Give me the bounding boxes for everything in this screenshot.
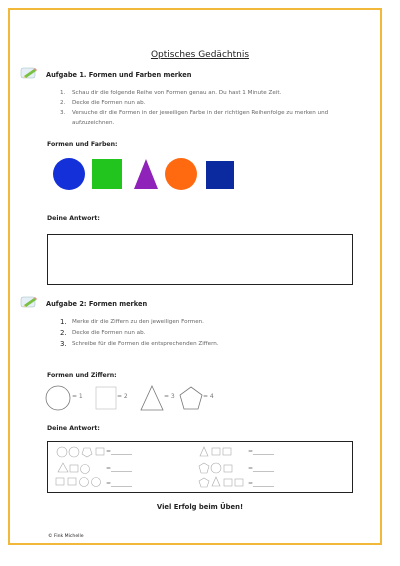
task2-step: 3. Schreibe für die Formen die entsprechenden Ziffern.: [60, 340, 219, 348]
legend-eq-circle: = 1: [72, 393, 83, 400]
legend-pentagon-shape: [180, 387, 202, 409]
answer-blank[interactable]: =_______: [248, 465, 275, 472]
task2-step: 2. Decke die Formen nun ab.: [60, 329, 146, 337]
copyright-footer: © Fink Michelle: [48, 534, 84, 539]
task1-answer-label: Deine Antwort:: [47, 215, 100, 222]
pencil-icon: [20, 66, 40, 80]
colored-shapes-row: [50, 155, 240, 195]
task2-answer-label: Deine Antwort:: [47, 425, 100, 432]
task2-answer-box[interactable]: [47, 441, 353, 493]
task1-step: 2. Decke die Formen nun ab.: [60, 100, 146, 106]
darkblue-square-shape: [206, 161, 234, 189]
closing-text: Viel Erfolg beim Üben!: [156, 503, 244, 511]
task2-step: 1. Merke dir die Ziffern zu den jeweiligen Formen.: [60, 318, 204, 326]
legend-square-shape: [96, 387, 116, 409]
legend-eq-square: = 2: [117, 393, 128, 400]
task1-answer-box[interactable]: [47, 234, 353, 285]
shape-digit-legend: [44, 385, 244, 415]
legend-eq-pentagon: = 4: [203, 393, 214, 400]
blue-circle-shape: [53, 158, 85, 190]
page-title: Optisches Gedächtnis: [150, 50, 250, 60]
task1-step: 1. Schau dir die folgende Reihe von Formen genau an. Du hast 1 Minute Zeit.: [60, 90, 282, 96]
pencil-icon: [20, 295, 40, 309]
legend-triangle-shape: [141, 386, 163, 410]
green-square-shape: [92, 159, 122, 189]
task1-heading: Aufgabe 1. Formen und Farben merken: [46, 71, 192, 79]
task2-steps: [60, 317, 219, 350]
task1-step: aufzuzeichnen.: [72, 120, 115, 126]
legend-circle-shape: [46, 386, 70, 410]
shapes-digits-label: Formen und Ziffern:: [47, 372, 117, 379]
legend-eq-triangle: = 3: [164, 393, 175, 400]
purple-triangle-shape: [134, 159, 158, 189]
shapes-colors-label: Formen und Farben:: [47, 141, 118, 148]
answer-blank[interactable]: =_______: [106, 448, 133, 455]
task1-step: 3. Versuche dir die Formen in der jeweiligen Farbe in der richtigen Reihenfolge zu merken und: [60, 110, 329, 116]
answer-blank[interactable]: =_______: [248, 480, 275, 487]
task1-steps: [60, 88, 328, 128]
task2-shape-sequences: [48, 442, 352, 492]
answer-blank[interactable]: =_______: [248, 448, 275, 455]
task2-heading: Aufgabe 2: Formen merken: [46, 300, 148, 308]
answer-blank[interactable]: =_______: [106, 480, 133, 487]
orange-circle-shape: [165, 158, 197, 190]
answer-blank[interactable]: =_______: [106, 465, 133, 472]
